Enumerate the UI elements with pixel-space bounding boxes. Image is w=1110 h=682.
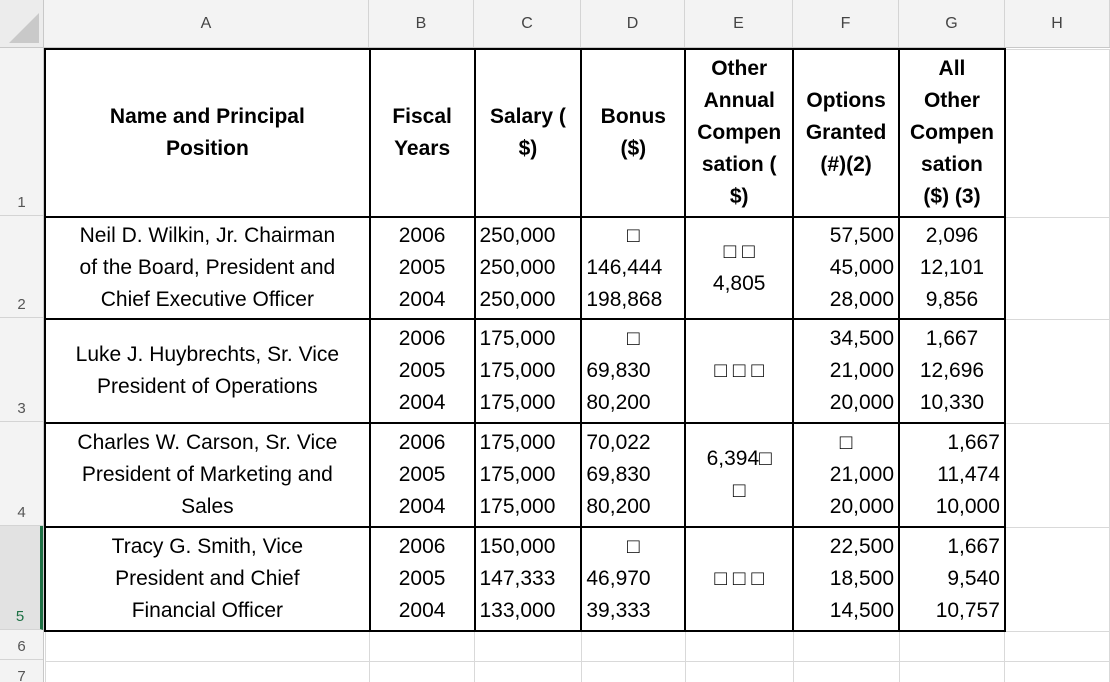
fiscal-year: 2006 (398, 431, 446, 454)
salary-value: 175,000 (479, 431, 556, 454)
fiscal-year: 2004 (398, 599, 446, 622)
header-text: ($) (3) (923, 185, 981, 208)
cell-d5[interactable] (581, 527, 685, 631)
options-value: 18,500 (829, 567, 895, 590)
cell-g1[interactable] (899, 49, 1005, 217)
cell-a6[interactable] (45, 631, 370, 661)
bonus-value: 80,200 (586, 495, 651, 518)
options-value: 57,500 (829, 224, 895, 247)
all-other-value: 10,000 (935, 495, 1000, 518)
exec-name-line: Tracy G. Smith, Vice (111, 535, 304, 558)
column-header-f[interactable]: F (793, 0, 899, 47)
fiscal-year: 2004 (398, 391, 446, 414)
cell-a2[interactable] (45, 217, 370, 319)
row-header-3[interactable] (0, 318, 43, 422)
salary-value: 133,000 (479, 599, 556, 622)
cell-g7[interactable] (899, 661, 1005, 682)
cell-e5[interactable] (685, 527, 793, 631)
all-other-value: 11,474 (937, 463, 1000, 486)
all-other-value: 9,856 (925, 288, 979, 311)
table-row (45, 319, 1110, 423)
options-value: 14,500 (829, 599, 895, 622)
row-number: 1 (17, 194, 26, 211)
cell-a4[interactable] (45, 423, 370, 527)
all-other-value: 12,696 (919, 359, 985, 382)
header-text: ($) (620, 137, 647, 160)
fiscal-year: 2005 (398, 463, 446, 486)
column-header-h[interactable]: H (1005, 0, 1110, 47)
cell-g5[interactable] (899, 527, 1005, 631)
fiscal-year: 2006 (398, 327, 446, 350)
header-text: Options (806, 89, 886, 112)
cell-b1[interactable] (370, 49, 475, 217)
cell-h1[interactable] (1005, 49, 1110, 217)
exec-name-line: of the Board, President and (79, 256, 336, 279)
select-all-triangle-icon (9, 13, 39, 43)
exec-name-line: President and Chief (115, 567, 300, 590)
cell-b4[interactable] (370, 423, 475, 527)
column-header-a[interactable]: A (44, 0, 369, 47)
all-other-value: 10,330 (919, 391, 985, 414)
all-other-value: 1,667 (925, 327, 979, 350)
all-other-value: 1,667 (947, 535, 1000, 558)
cell-e7[interactable] (685, 661, 793, 682)
fiscal-year: 2005 (398, 567, 446, 590)
table-row (45, 631, 1110, 661)
exec-name-line: Luke J. Huybrechts, Sr. Vice (75, 343, 340, 366)
cell-f7[interactable] (793, 661, 899, 682)
header-text: Name and Principal (109, 105, 305, 128)
cell-c1[interactable] (475, 49, 582, 217)
bonus-value: 46,970 (586, 567, 651, 590)
bonus-value: 39,333 (586, 599, 651, 622)
header-text: $) (518, 137, 538, 160)
header-text: (#)(2) (820, 153, 872, 176)
options-value: 21,000 (829, 463, 895, 486)
header-text: Bonus (600, 105, 666, 128)
header-text: Position (165, 137, 249, 160)
bonus-value: 146,444 (586, 256, 663, 279)
header-text: Years (394, 137, 451, 160)
cell-a7[interactable] (45, 661, 370, 682)
column-header-d[interactable]: D (581, 0, 685, 47)
row-number: 2 (17, 296, 26, 313)
salary-value: 175,000 (479, 495, 556, 518)
exec-name-line: Charles W. Carson, Sr. Vice (77, 431, 338, 454)
cell-b2[interactable] (370, 217, 475, 319)
cell-h6[interactable] (1005, 631, 1110, 661)
exec-name-line: Neil D. Wilkin, Jr. Chairman (79, 224, 336, 247)
cell-e4[interactable] (685, 423, 793, 527)
fiscal-year: 2005 (398, 256, 446, 279)
options-value: 22,500 (829, 535, 895, 558)
row-number: 4 (17, 504, 26, 521)
salary-value: 250,000 (479, 256, 556, 279)
salary-value: 175,000 (479, 391, 556, 414)
cell-f3[interactable] (793, 319, 899, 423)
header-text: Granted (805, 121, 887, 144)
header-text: sation ( (701, 153, 777, 176)
salary-value: 175,000 (479, 327, 556, 350)
cell-d7[interactable] (581, 661, 685, 682)
bonus-value: 70,022 (586, 431, 651, 454)
other-annual-value: □ □ □ (714, 359, 765, 382)
cell-b3[interactable] (370, 319, 475, 423)
options-value: 20,000 (829, 495, 895, 518)
row-header-2[interactable] (0, 216, 43, 318)
row-headers (0, 48, 44, 682)
options-value: 21,000 (829, 359, 895, 382)
fiscal-year: 2006 (398, 535, 446, 558)
bonus-value: □ (626, 224, 640, 247)
header-text: Annual (703, 89, 775, 112)
cell-h4[interactable] (1005, 423, 1110, 527)
cell-h3[interactable] (1005, 319, 1110, 423)
fiscal-year: 2005 (398, 359, 446, 382)
cell-c5[interactable] (475, 527, 582, 631)
salary-value: 250,000 (479, 224, 556, 247)
bonus-value: □ (626, 327, 640, 350)
cell-a3[interactable] (45, 319, 370, 423)
cell-c4[interactable] (475, 423, 582, 527)
header-text: Compen (909, 121, 994, 144)
select-all-corner[interactable] (0, 0, 44, 48)
exec-name-line: Financial Officer (131, 599, 284, 622)
cell-f1[interactable] (793, 49, 899, 217)
row-header-1[interactable] (0, 48, 43, 216)
row-number: 3 (17, 400, 26, 417)
other-annual-value: 6,394□ (706, 447, 772, 470)
options-value: 20,000 (829, 391, 895, 414)
row-header-7[interactable] (0, 660, 43, 682)
cell-c2[interactable] (475, 217, 582, 319)
exec-name-line: Chief Executive Officer (100, 288, 314, 311)
column-header-b[interactable]: B (369, 0, 474, 47)
bonus-value: □ (626, 535, 640, 558)
cell-e2[interactable] (685, 217, 793, 319)
salary-value: 147,333 (479, 567, 556, 590)
cell-g4[interactable] (899, 423, 1005, 527)
cell-a1[interactable] (45, 49, 370, 217)
header-text: All (938, 57, 966, 80)
other-annual-value: □ (732, 479, 746, 502)
row-header-5[interactable] (0, 526, 43, 630)
cell-f4[interactable] (793, 423, 899, 527)
table-row (45, 217, 1110, 319)
bonus-value: 198,868 (586, 288, 663, 311)
cell-f5[interactable] (793, 527, 899, 631)
header-text: $) (729, 185, 749, 208)
cell-d2[interactable] (581, 217, 685, 319)
header-text: Other (923, 89, 980, 112)
cell-f6[interactable] (793, 631, 899, 661)
cell-h5[interactable] (1005, 527, 1110, 631)
cell-h7[interactable] (1005, 661, 1110, 682)
row-number: 6 (17, 638, 26, 655)
header-text: sation (921, 153, 983, 176)
bonus-value: 69,830 (586, 359, 651, 382)
options-value: 34,500 (829, 327, 895, 350)
salary-value: 150,000 (479, 535, 556, 558)
options-value: 28,000 (829, 288, 895, 311)
cell-e6[interactable] (685, 631, 793, 661)
cell-b5[interactable] (370, 527, 475, 631)
table-row (45, 423, 1110, 527)
all-other-value: 9,540 (947, 567, 1000, 590)
salary-value: 250,000 (479, 288, 556, 311)
cell-grid[interactable] (44, 48, 1110, 682)
cell-d6[interactable] (581, 631, 685, 661)
column-header-g[interactable]: G (899, 0, 1005, 47)
header-text: Compen (697, 121, 782, 144)
column-header-e[interactable]: E (685, 0, 793, 47)
other-annual-value: □ □ □ (714, 567, 765, 590)
bonus-value: 69,830 (586, 463, 651, 486)
cell-d3[interactable] (581, 319, 685, 423)
cell-d1[interactable] (581, 49, 685, 217)
cell-b6[interactable] (370, 631, 475, 661)
header-text: Fiscal (392, 105, 452, 128)
row-header-4[interactable] (0, 422, 43, 526)
other-annual-value: □ □ (723, 240, 755, 263)
cell-c7[interactable] (475, 661, 582, 682)
other-annual-value: 4,805 (712, 272, 766, 295)
exec-name-line: President of Operations (97, 375, 318, 398)
row-number: 7 (17, 668, 26, 682)
cell-d4[interactable] (581, 423, 685, 527)
cell-e1[interactable] (685, 49, 793, 217)
cell-g2[interactable] (899, 217, 1005, 319)
fiscal-year: 2006 (398, 224, 446, 247)
table-row (45, 49, 1110, 217)
column-header-c[interactable]: C (474, 0, 581, 47)
all-other-value: 1,667 (947, 431, 1000, 454)
cell-c3[interactable] (475, 319, 582, 423)
all-other-value: 2,096 (925, 224, 979, 247)
cell-f2[interactable] (793, 217, 899, 319)
cell-e3[interactable] (685, 319, 793, 423)
cell-g3[interactable] (899, 319, 1005, 423)
salary-value: 175,000 (479, 463, 556, 486)
header-text: Salary ( (489, 105, 566, 128)
options-value: 45,000 (829, 256, 895, 279)
bonus-value: 80,200 (586, 391, 651, 414)
salary-value: 175,000 (479, 359, 556, 382)
options-value: □ (839, 431, 853, 454)
cell-c6[interactable] (475, 631, 582, 661)
cell-g6[interactable] (899, 631, 1005, 661)
table-row (45, 661, 1110, 682)
fiscal-year: 2004 (398, 288, 446, 311)
header-text: Other (711, 57, 768, 80)
all-other-value: 10,757 (935, 599, 1000, 622)
cell-b7[interactable] (370, 661, 475, 682)
cell-h2[interactable] (1005, 217, 1110, 319)
exec-name-line: Sales (181, 495, 234, 518)
column-headers (44, 0, 1110, 48)
fiscal-year: 2004 (398, 495, 446, 518)
cell-a5[interactable] (45, 527, 370, 631)
row-number: 5 (15, 608, 25, 625)
exec-name-line: President of Marketing and (81, 463, 333, 486)
all-other-value: 12,101 (919, 256, 985, 279)
row-header-6[interactable] (0, 630, 43, 660)
table-row (45, 527, 1110, 631)
